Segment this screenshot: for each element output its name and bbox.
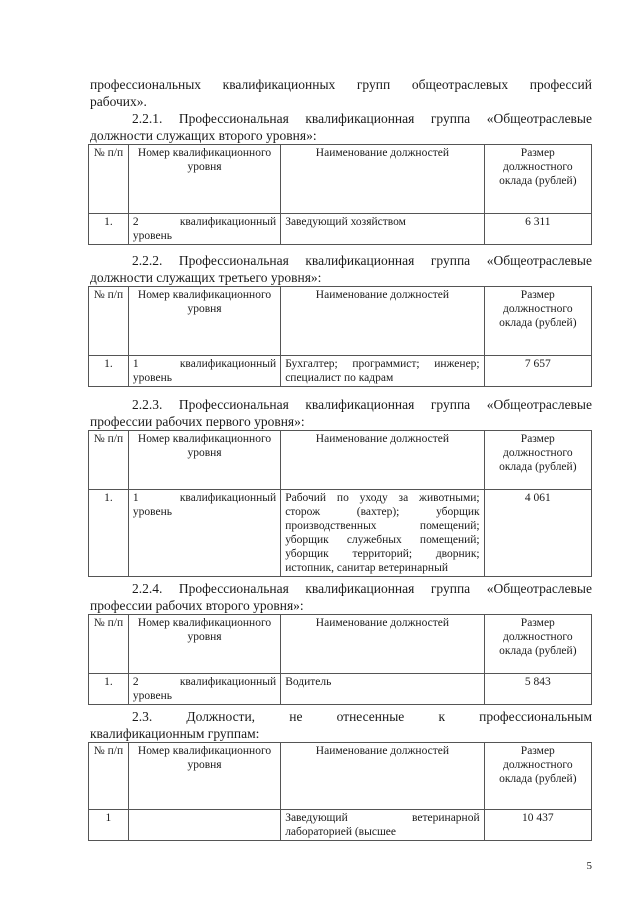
section-title-line-1: 2.2.4. Профессиональная квалификационная группа «Общеотраслевые [132, 581, 592, 596]
header-positions: Наименование должностей [281, 431, 484, 490]
header-salary: Размер должностного оклада (рублей) [484, 287, 591, 356]
table-header-row [89, 743, 592, 810]
row-num: 1. [89, 214, 129, 245]
header-positions: Наименование должностей [281, 287, 484, 356]
table-header-row [89, 287, 592, 356]
intro-line-2: рабочих». [90, 94, 147, 109]
row-num: 1 [89, 810, 129, 841]
section-title-line-1: 2.2.1. Профессиональная квалификационная группа «Общеотраслевые [132, 111, 592, 126]
intro-line-1: профессиональных квалификационных групп общеотраслевых профессий [90, 77, 592, 92]
header-num: № п/п [89, 431, 129, 490]
header-salary: Размер должностного оклада (рублей) [484, 431, 591, 490]
row-positions: Заведующий хозяйством [281, 214, 484, 245]
section-title-line-2: профессии рабочих первого уровня»: [90, 414, 305, 429]
section-title-line-1: 2.2.3. Профессиональная квалификационная группа «Общеотраслевые [132, 397, 592, 412]
section-title-line-2: должности служащих третьего уровня»: [90, 270, 322, 285]
section-title-line-2: профессии рабочих второго уровня»: [90, 598, 304, 613]
row-salary: 6 311 [484, 214, 591, 245]
header-level: Номер квалификационного уровня [128, 431, 280, 490]
header-salary: Размер должностного оклада (рублей) [484, 145, 591, 214]
section-title-2-2-4 [90, 580, 592, 614]
row-salary: 7 657 [484, 356, 591, 387]
header-num: № п/п [89, 615, 129, 674]
header-positions: Наименование должностей [281, 615, 484, 674]
table-row [89, 356, 592, 387]
row-positions: Рабочий по уходу за животными; сторож (вахтер); уборщик производственных помещений; уборщик служебных помещений; уборщик территорий; дворник; истопник, санитар ветеринарный [281, 490, 484, 577]
page-number: 5 [586, 860, 592, 872]
row-positions: Бухгалтер; программист; инженер; специалист по кадрам [281, 356, 484, 387]
header-num: № п/п [89, 145, 129, 214]
row-level: 2 квалификационный уровень [128, 674, 280, 705]
header-level: Номер квалификационного уровня [128, 145, 280, 214]
row-salary: 4 061 [484, 490, 591, 577]
header-positions: Наименование должностей [281, 743, 484, 810]
section-title-line-1: 2.2.2. Профессиональная квалификационная группа «Общеотраслевые [132, 253, 592, 268]
table-header-row [89, 615, 592, 674]
section-title-2-2-3 [90, 396, 592, 430]
row-level [128, 810, 280, 841]
row-salary: 10 437 [484, 810, 591, 841]
row-level: 2 квалификационный уровень [128, 214, 280, 245]
table-row [89, 490, 592, 577]
header-salary: Размер должностного оклада (рублей) [484, 743, 591, 810]
header-level: Номер квалификационного уровня [128, 743, 280, 810]
header-num: № п/п [89, 287, 129, 356]
table-2-3 [88, 742, 592, 841]
section-title-2-3 [90, 708, 592, 742]
row-num: 1. [89, 490, 129, 577]
row-level: 1 квалификационный уровень [128, 490, 280, 577]
section-title-2-2-1 [90, 110, 592, 144]
table-row [89, 674, 592, 705]
row-positions: Водитель [281, 674, 484, 705]
section-title-line-1: 2.3. Должности, не отнесенные к профессиональным [132, 709, 592, 724]
table-row [89, 214, 592, 245]
table-2-2-3 [88, 430, 592, 577]
section-title-line-2: должности служащих второго уровня»: [90, 128, 317, 143]
header-level: Номер квалификационного уровня [128, 287, 280, 356]
table-2-2-4 [88, 614, 592, 705]
header-salary: Размер должностного оклада (рублей) [484, 615, 591, 674]
header-num: № п/п [89, 743, 129, 810]
table-2-2-2 [88, 286, 592, 387]
row-salary: 5 843 [484, 674, 591, 705]
row-num: 1. [89, 674, 129, 705]
header-level: Номер квалификационного уровня [128, 615, 280, 674]
section-title-line-2: квалификационным группам: [90, 726, 260, 741]
table-header-row [89, 145, 592, 214]
row-positions: Заведующий ветеринарной лабораторией (высшее [281, 810, 484, 841]
row-num: 1. [89, 356, 129, 387]
table-row [89, 810, 592, 841]
row-level: 1 квалификационный уровень [128, 356, 280, 387]
intro-paragraph [90, 76, 592, 110]
section-title-2-2-2 [90, 252, 592, 286]
header-positions: Наименование должностей [281, 145, 484, 214]
table-header-row [89, 431, 592, 490]
table-2-2-1 [88, 144, 592, 245]
